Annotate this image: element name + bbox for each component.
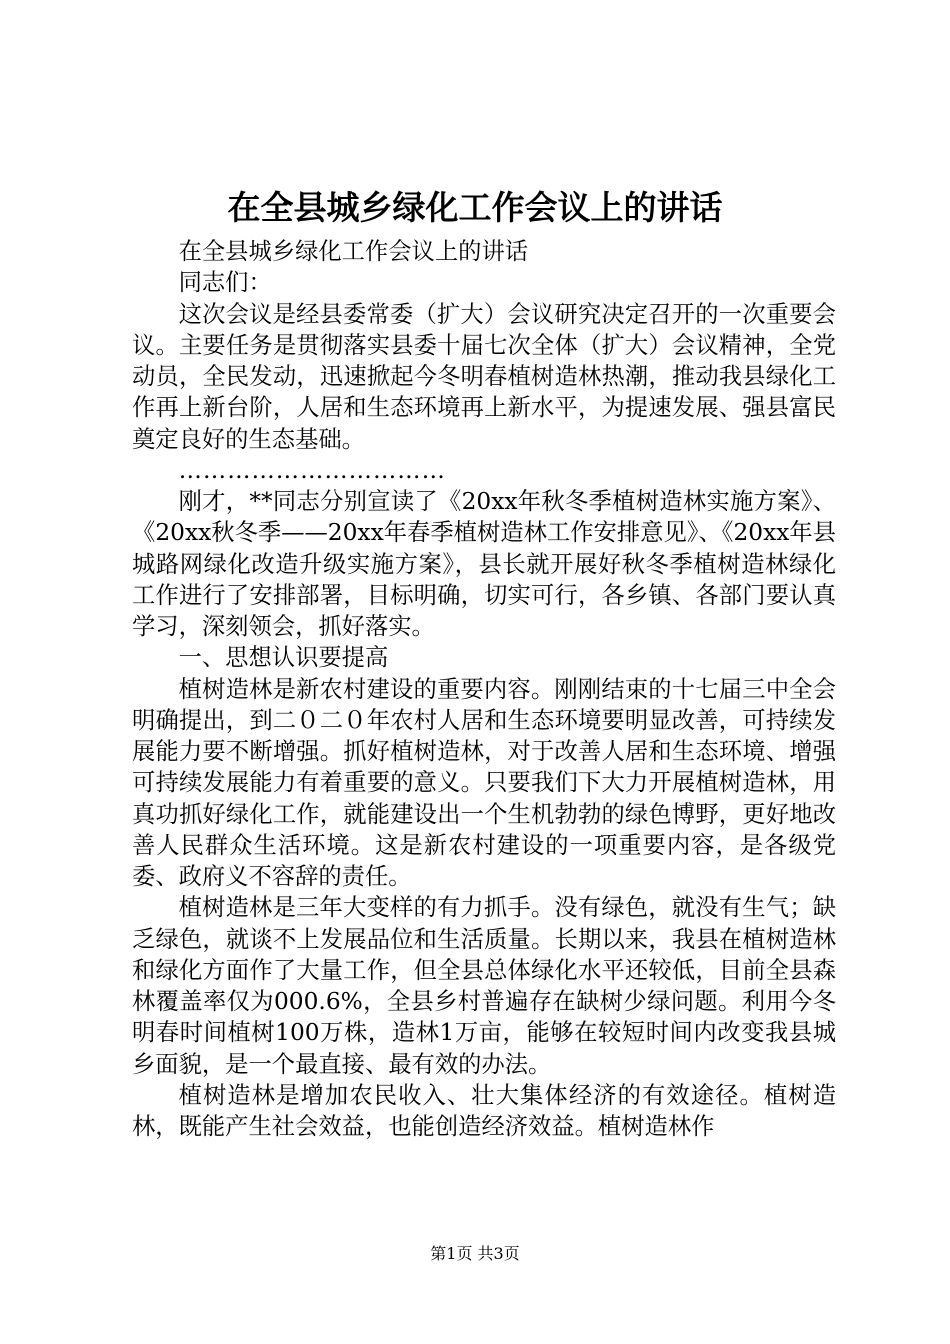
paragraph-salutation: 同志们： bbox=[178, 269, 272, 297]
document-body bbox=[132, 236, 836, 1142]
paragraph-ellipsis: …………………………… bbox=[178, 456, 446, 484]
paragraph-documents-read: 刚才，**同志分别宣读了《20xx年秋冬季植树造林实施方案》、《20xx秋冬季——20xx年春季植树造林工作安排意见》、《20xx年县城路网绿化改造升级实施方案》，县长就开展好秋冬季植树造林绿化工作进行了安排部署，目标明确，切实可行，各乡镇、各部门要认真学习，深刻领会，抓好落实。 bbox=[132, 488, 836, 640]
paragraph-subtitle: 在全县城乡绿化工作会议上的讲话 bbox=[178, 238, 529, 265]
paragraph-three-year-change: 植树造林是三年大变样的有力抓手。没有绿色，就没有生气；缺乏绿色，就谈不上发展品位和生活质量。长期以来，我县在植树造林和绿化方面作了大量工作，但全县总体绿化水平还较低，目前全县森林覆盖率仅为000.6%，全县乡村普遍存在缺树少绿问题。利用今冬明春时间植树100万株，造林1万亩，能够在较短时间内改变我县城乡面貌，是一个最直接、最有效的办法。 bbox=[132, 894, 836, 1078]
page-number-footer: 第1页 共3页 bbox=[430, 1244, 520, 1263]
paragraph-meeting-purpose: 这次会议是经县委常委（扩大）会议研究决定召开的一次重要会议。主要任务是贯彻落实县委十届七次全体（扩大）会议精神，全党动员，全民发动，迅速掀起今冬明春植树造林热潮，推动我县绿化工作再上新台阶，人居和生态环境再上新水平，为提速发展、强县富民奠定良好的生态基础。 bbox=[132, 300, 836, 453]
paragraph-farmer-income: 植树造林是增加农民收入、壮大集体经济的有效途径。植树造林，既能产生社会效益，也能创造经济效益。植树造林作 bbox=[132, 1081, 836, 1140]
section-heading-1: 一、思想认识要提高 bbox=[178, 644, 389, 672]
paragraph-new-countryside: 植树造林是新农村建设的重要内容。刚刚结束的十七届三中全会明确提出，到二０二０年农村人居和生态环境要明显改善，可持续发展能力要不断增强。抓好植树造林，对于改善人居和生态环境、增强可持续发展能力有着重要的意义。只要我们下大力开展植树造林，用真功抓好绿化工作，就能建设出一个生机勃勃的绿色博野，更好地改善人民群众生活环境。这是新农村建设的一项重要内容，是各级党委、政府义不容辞的责任。 bbox=[132, 675, 836, 890]
document-title: 在全县城乡绿化工作会议上的讲话 bbox=[227, 188, 723, 227]
